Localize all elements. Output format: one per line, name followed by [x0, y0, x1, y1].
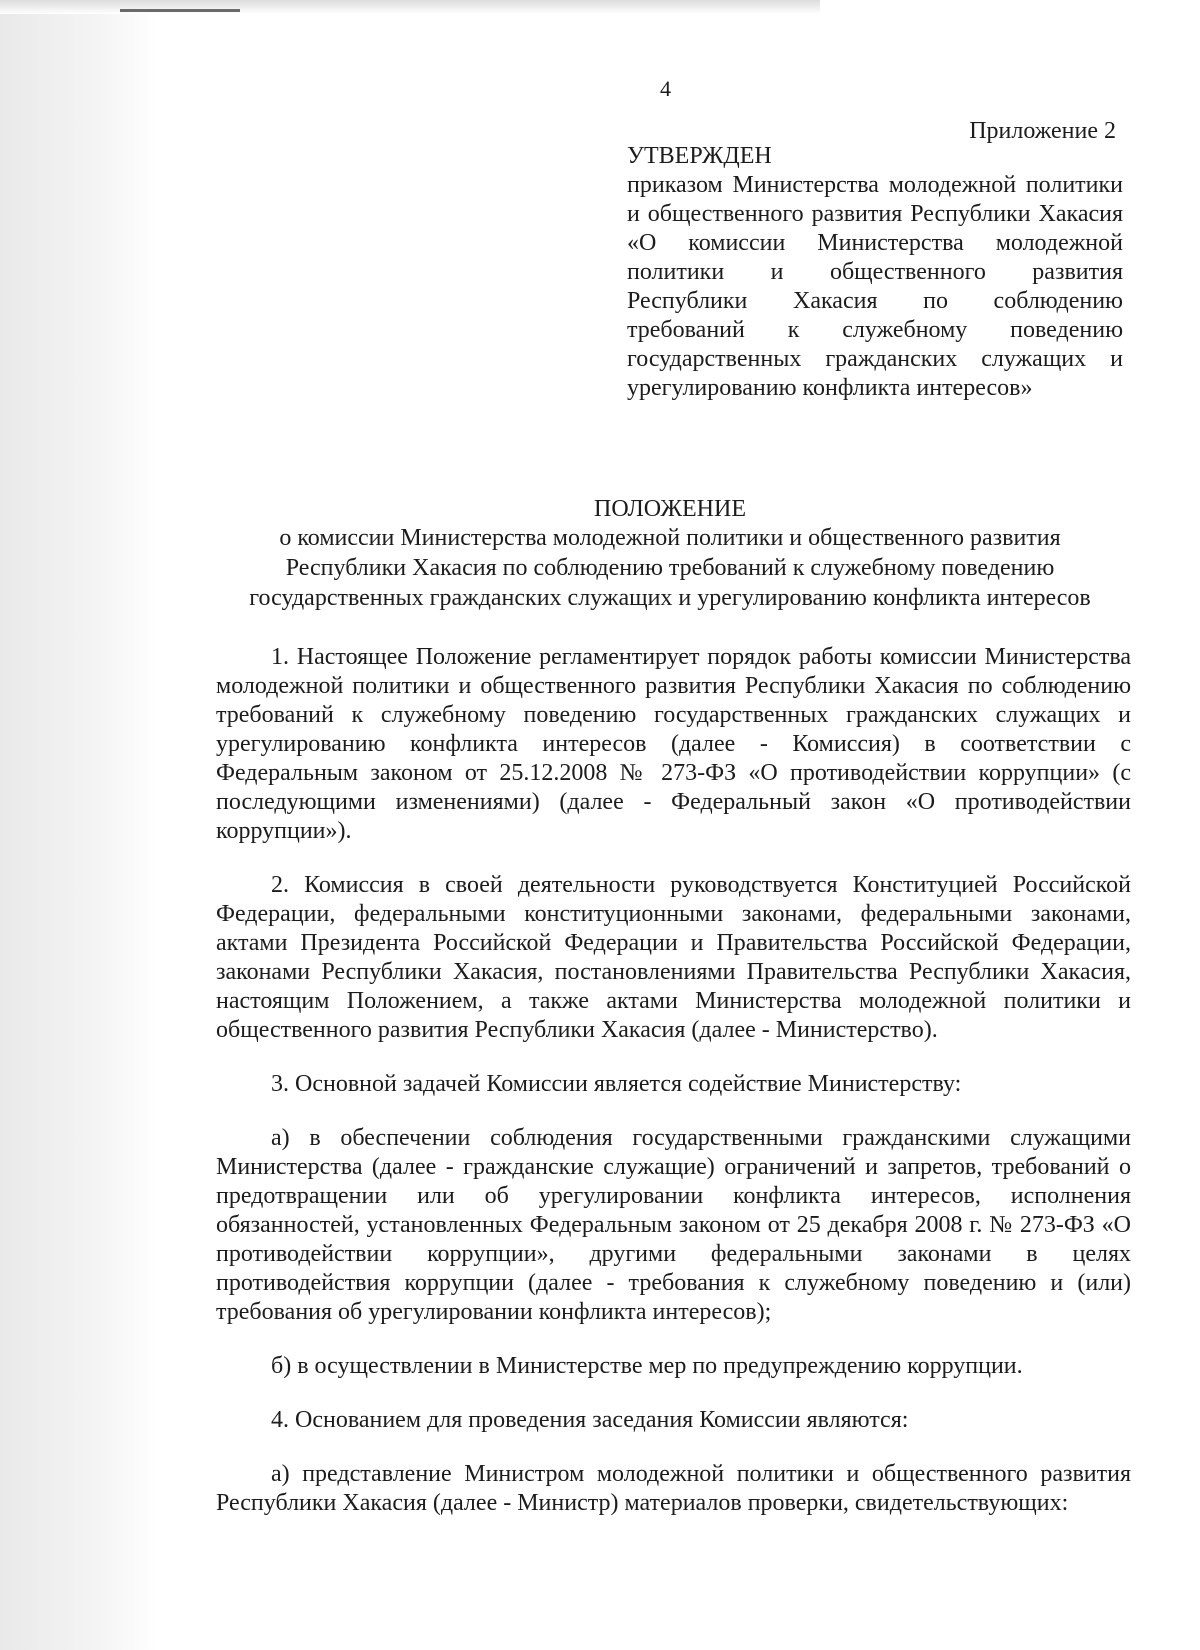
subtitle-line: государственных гражданских служащих и урегулированию конфликта интересов: [249, 585, 1091, 611]
paragraph-1: 1. Настоящее Положение регламентирует порядок работы комиссии Министерства молодежной политики и общественного развития Республики Хакасия по соблюдению требований к служебному поведению государственных гражданских служащих и урегулированию конфликта интересов (далее - Комиссия) в соответствии с Федеральным законом от 25.12.2008 № 273-ФЗ «О противодействии коррупции» (с последующими изменениями) (далее - Федеральный закон «О противодействии коррупции»).: [216, 644, 1131, 844]
subtitle-line: Республики Хакасия по соблюдению требований к служебному поведению: [285, 555, 1055, 581]
document-body: [216, 643, 1131, 1540]
paragraph-3a: а) в обеспечении соблюдения государственными гражданскими служащими Министерства (далее - гражданские служащие) ограничений и запретов, требований о предотвращении или об урегулировании конфликта интересов, исполнения обязанностей, установленных Федеральным законом от 25 декабря 2008 г. № 273-ФЗ «О противодействии коррупции», другими федеральными законами в целях противодействия коррупции (далее - требования к служебному поведению и (или) требования об урегулировании конфликта интересов);: [216, 1125, 1131, 1325]
appendix-label: Приложение 2: [969, 118, 1116, 144]
approval-heading: УТВЕРЖДЕН: [627, 143, 772, 169]
paragraph-4: 4. Основанием для проведения заседания Комиссии являются:: [271, 1407, 909, 1433]
paragraph-3: 3. Основной задачей Комиссии является содействие Министерству:: [271, 1071, 962, 1097]
approval-text: приказом Министерства молодежной политики и общественного развития Республики Хакасия «О комиссии Министерства молодежной политики и общественного развития Республики Хакасия по соблюдению требований к служебному поведению государственных гражданских служащих и урегулированию конфликта интересов»: [627, 172, 1123, 401]
scan-shadow-left: [0, 0, 160, 1650]
approval-block: [627, 142, 1123, 403]
document-subtitle: [200, 523, 1140, 613]
paragraph-4a: а) представление Министром молодежной политики и общественного развития Республики Хакасия (далее - Министр) материалов проверки, свидетельствующих:: [216, 1461, 1131, 1516]
paragraph-2: 2. Комиссия в своей деятельности руководствуется Конституцией Российской Федерации, федеральными конституционными законами, федеральными законами, актами Президента Российской Федерации и Правительства Российской Федерации, законами Республики Хакасия, постановлениями Правительства Республики Хакасия, настоящим Положением, а также актами Министерства молодежной политики и общественного развития Республики Хакасия (далее - Министерство).: [216, 872, 1131, 1043]
document-title: ПОЛОЖЕНИЕ: [594, 496, 746, 522]
subtitle-line: о комиссии Министерства молодежной политики и общественного развития: [279, 525, 1061, 551]
scan-edge-mark: [120, 9, 240, 12]
paragraph-3b: б) в осуществлении в Министерстве мер по предупреждению коррупции.: [271, 1353, 1023, 1379]
page-number: 4: [660, 76, 671, 101]
